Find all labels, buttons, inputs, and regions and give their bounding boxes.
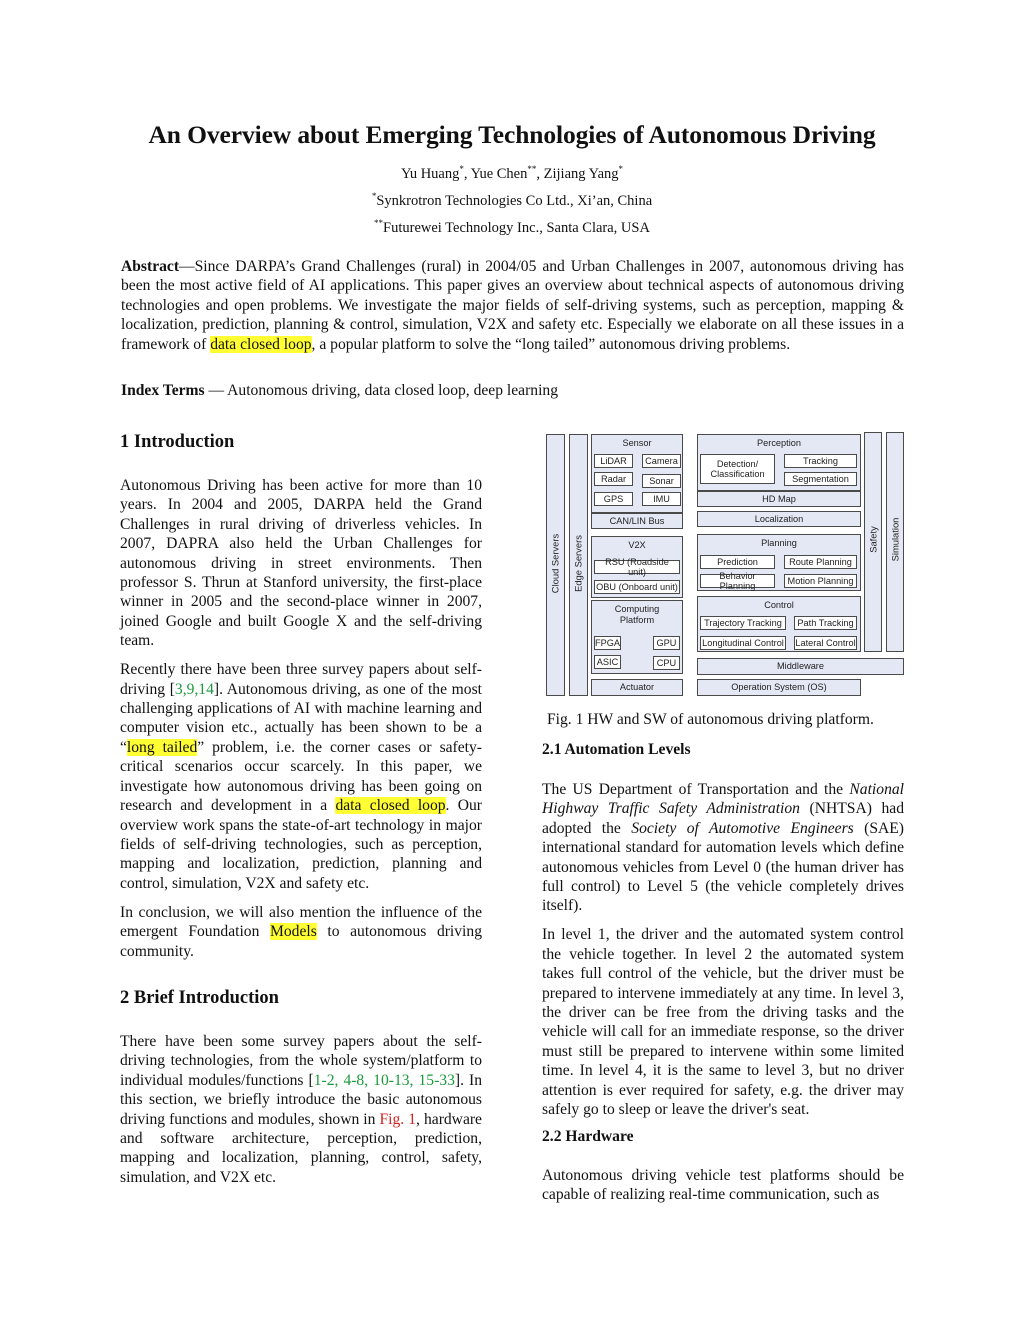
figure-1-caption: Fig. 1 HW and SW of autonomous driving platform.: [547, 711, 874, 728]
section-1-title: 1 Introduction: [120, 432, 235, 452]
segmentation-box: Segmentation: [784, 472, 857, 486]
planning-label: Planning: [761, 538, 797, 548]
section-2-title: 2 Brief Introduction: [120, 988, 279, 1008]
sonar-box: Sonar: [642, 474, 681, 488]
gpu-box: GPU: [653, 636, 680, 650]
behavior-planning-box: Behavior Planning: [700, 574, 775, 588]
abstract-highlight: data closed loop: [210, 335, 312, 353]
fpga-box: FPGA: [594, 636, 621, 650]
author-1: Yu Huang: [400, 166, 460, 182]
edge-servers-label: Edge Servers: [572, 535, 584, 592]
detection-classification-box: Detection/ Classification: [700, 454, 775, 484]
longitudinal-control-box: Longitudinal Control: [700, 636, 786, 650]
section-2-1-title: 2.1 Automation Levels: [542, 741, 691, 758]
s1-p2-text-d: . Our overview work spans the state-of-art technology in major fields of self-driving technologies, such as perception, mapping and localization, prediction, planning and control, simulation, V2X and safety etc.: [120, 797, 482, 892]
author-3: Zijiang Yang: [543, 166, 619, 182]
affiliation-2-mark: **: [374, 218, 384, 228]
computing-platform-label: Computing Platform: [614, 604, 660, 625]
paper-title: An Overview about Emerging Technologies of Autonomous Driving: [148, 120, 876, 149]
operation-system-box: Operation System (OS): [697, 679, 861, 696]
affiliation-1-text: Synkrotron Technologies Co Ltd., Xi’an, China: [376, 193, 653, 209]
can-lin-bus-box: CAN/LIN Bus: [591, 513, 683, 529]
middleware-box: Middleware: [697, 658, 904, 675]
nhtsa-name: National Highway Traffic Safety Administration: [542, 781, 904, 818]
highlight-long-tailed: long tailed: [126, 738, 198, 756]
trajectory-tracking-box: Trajectory Tracking: [700, 616, 786, 630]
figure-link[interactable]: Fig. 1: [379, 1110, 417, 1128]
s2-paragraph-1: [120, 1032, 482, 1187]
route-planning-box: Route Planning: [784, 555, 857, 569]
s1-paragraph-2: [120, 660, 482, 893]
cloud-servers-label: Cloud Servers: [549, 533, 561, 594]
obu-box: OBU (Onboard unit): [594, 580, 680, 594]
lateral-control-box: Lateral Control: [794, 636, 857, 650]
figure-1-diagram: [544, 430, 906, 698]
abstract-label: Abstract: [121, 258, 180, 275]
affiliation-1-mark: *: [371, 191, 377, 201]
s1-p3-text-b: to autonomous driving community.: [120, 923, 482, 960]
section-2-body: [120, 1032, 482, 1197]
author-1-mark: *: [459, 164, 464, 174]
index-terms-label: Index Terms: [121, 382, 205, 399]
hd-map-box: HD Map: [697, 491, 861, 507]
simulation-label: Simulation: [889, 517, 901, 562]
motion-planning-box: Motion Planning: [784, 574, 857, 588]
s1-p2-text-c: ” problem, i.e. the corner cases or safety-critical scenarios occur scarcely. In this paper, we investigate how autonomous driving has been going on research and development in a: [120, 738, 482, 815]
author-line: Yu Huang*, Yue Chen**, Zijiang Yang*: [400, 164, 624, 182]
author-2-mark: **: [527, 164, 537, 174]
asic-box: ASIC: [594, 655, 621, 669]
abstract-text-2: , a popular platform to solve the “long tailed” autonomous driving problems.: [311, 335, 791, 353]
radar-box: Radar: [594, 472, 633, 486]
section-2-2-body: [542, 1166, 904, 1214]
author-2: Yue Chen: [470, 166, 528, 182]
imu-box: IMU: [642, 492, 681, 506]
s2-p1-text-b: ]. In this section, we briefly introduce the basic autonomous driving functions and modules, shown in: [120, 1071, 482, 1128]
abstract-text-1: —Since DARPA’s Grand Challenges (rural) in 2004/05 and Urban Challenges in 2007, autonomous driving has been the most active field of AI applications. This paper gives an overview about technical aspects of autonomous driving technologies and open problems. We investigate the major fields of self-driving systems, such as perception, mapping & localization, prediction, planning & control, simulation, V2X and safety etc. Especially we elaborate on all these issues in a framework of: [121, 258, 904, 353]
perception-label: Perception: [757, 438, 801, 448]
s1-p2-text-b: ]. Autonomous driving, as one of the most challenging applications of AI with machine learning and computer vision etc., actually has been shown to be a “: [120, 680, 482, 756]
citation-link[interactable]: 3,9,14: [174, 680, 214, 698]
s1-p2-text-a: Recently there have been three survey papers about self-driving [: [120, 661, 482, 698]
index-terms: [121, 382, 558, 400]
s2-p1-text-c: , hardware and software architecture, perception, prediction, mapping and localization, planning, control, safety, simulation, and V2X etc.: [120, 1110, 482, 1186]
s21-p1-text-b: (NHTSA) had adopted the: [542, 800, 904, 837]
affiliation-2: [0, 220, 1024, 237]
localization-box: Localization: [697, 511, 861, 527]
lidar-box: LiDAR: [594, 454, 633, 468]
v2x-label: V2X: [628, 540, 646, 550]
sensor-label: Sensor: [622, 438, 652, 448]
s21-p1-text-a: The US Department of Transportation and the: [542, 781, 850, 798]
s1-paragraph-3: [120, 903, 482, 961]
abstract: [121, 257, 904, 354]
affiliation-2-text: Futurewei Technology Inc., Santa Clara, USA: [383, 220, 650, 236]
gps-box: GPS: [594, 492, 633, 506]
affiliation-1: [0, 193, 1024, 210]
index-terms-text: — Autonomous driving, data closed loop, deep learning: [204, 382, 559, 399]
s1-paragraph-1: Autonomous Driving has been active for more than 10 years. In 2004 and 2005, DARPA held the Grand Challenges in rural driving of driverless vehicles. In 2007, DAPRA also held the Urban Challenges for autonomous driving in street environments. Then professor S. Thrun at Stanford university, the first-place winner in 2005 and the second-place winner in 2007, joined Google and built Google X and the self-driving team.: [120, 477, 482, 650]
s1-p3-text-a: In conclusion, we will also mention the influence of the emergent Foundation: [120, 903, 482, 941]
s22-paragraph-1: Autonomous driving vehicle test platforms should be capable of realizing real-time communication, such as: [542, 1167, 904, 1204]
author-3-mark: *: [618, 164, 624, 174]
path-tracking-box: Path Tracking: [794, 616, 857, 630]
section-2-1-body: [542, 780, 904, 1129]
section-1-body: [120, 476, 482, 971]
camera-box: Camera: [642, 454, 681, 468]
s21-p1-text-c: (SAE) international standard for automation levels which define autonomous vehicles from Level 0 (the human driver has full control) to Level 5 (the vehicle completely drives itself).: [542, 819, 904, 915]
safety-label: Safety: [867, 526, 879, 553]
s21-paragraph-1: [542, 780, 904, 916]
prediction-box: Prediction: [700, 555, 775, 569]
citation-link[interactable]: 1-2, 4-8, 10-13, 15-33: [313, 1071, 455, 1089]
section-2-2-title: 2.2 Hardware: [542, 1128, 634, 1145]
actuator-box: Actuator: [591, 679, 683, 696]
s21-paragraph-2: In level 1, the driver and the automated system control the vehicle together. In level 2 the automated system takes full control of the vehicle, but the driver must be prepared to intervene immediately at any time. In level 3, the driver can be free from the driving tasks and the vehicle will call for an immediate response, so the driver must still be prepared to intervene within some limited time. In level 4, it is the same to level 3, but no driver attention is ever required for safety, e.g. the driver may safely go to sleep or leave the driver's seat.: [542, 926, 904, 1119]
control-label: Control: [764, 600, 794, 610]
sae-name: Society of Automotive Engineers: [631, 819, 854, 837]
highlight-models: Models: [269, 923, 317, 941]
s2-p1-text-a: There have been some survey papers about the self-driving technologies, from the whole system/platform to individual modules/functions [: [120, 1033, 482, 1089]
rsu-box: RSU (Roadside unit): [594, 560, 680, 574]
cpu-box: CPU: [653, 656, 680, 670]
highlight-data-closed-loop: data closed loop: [335, 797, 446, 815]
tracking-box: Tracking: [784, 454, 857, 468]
